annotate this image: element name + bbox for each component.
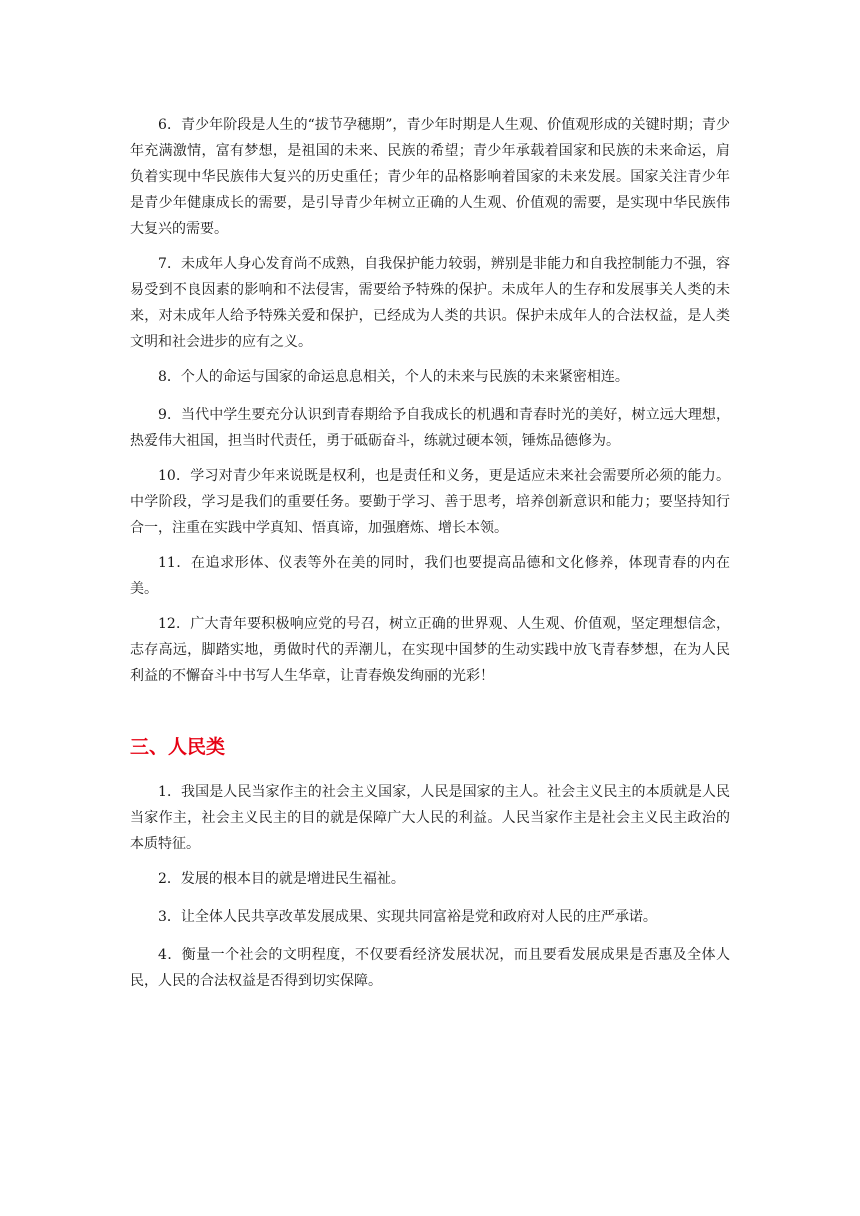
paragraph-item-12: 12．广大青年要积极响应党的号召，树立正确的世界观、人生观、价值观，坚定理想信念，志存高远，脚踏实地，勇做时代的弄潮儿，在实现中国梦的生动实践中放飞青春梦想，在为人民利益的不懈奋斗中书写人生华章，让青春焕发绚丽的光彩！ [130, 616, 730, 684]
paragraph-people-2: 2．发展的根本目的就是增进民生福祉。 [158, 871, 405, 887]
paragraph-item-7: 7．未成年人身心发育尚不成熟，自我保护能力较弱，辨别是非能力和自我控制能力不强，容易受到不良因素的影响和不法侵害，需要给予特殊的保护。未成年人的生存和发展事关人类的未来，对未成年人给予特殊关爱和保护，已经成为人类的共识。保护未成年人的合法权益，是人类文明和社会进步的应有之义。 [130, 256, 730, 350]
section-heading-people: 三、人民类 [130, 736, 226, 758]
paragraph-item-6: 6．青少年阶段是人生的“拔节孕穗期”，青少年时期是人生观、价值观形成的关键时期；青少年充满激情，富有梦想，是祖国的未来、民族的希望；青少年承载着国家和民族的未来命运，肩负着实现中华民族伟大复兴的历史重任；青少年的品格影响着国家的未来发展。国家关注青少年是青少年健康成长的需要，是引导青少年树立正确的人生观、价值观的需要，是实现中华民族伟大复兴的需要。 [130, 117, 730, 237]
paragraph-item-11: 11．在追求形体、仪表等外在美的同时，我们也要提高品德和文化修养，体现青春的内在美。 [130, 555, 730, 597]
paragraph-people-4: 4．衡量一个社会的文明程度，不仅要看经济发展状况，而且要看发展成果是否惠及全体人民，人民的合法权益是否得到切实保障。 [130, 947, 730, 989]
paragraph-people-3: 3．让全体人民共享改革发展成果、实现共同富裕是党和政府对人民的庄严承诺。 [158, 909, 657, 925]
paragraph-item-9: 9．当代中学生要充分认识到青春期给予自我成长的机遇和青春时光的美好，树立远大理想，热爱伟大祖国，担当时代责任，勇于砥砺奋斗，练就过硬本领，锤炼品德修为。 [130, 407, 730, 449]
paragraph-item-10: 10．学习对青少年来说既是权利，也是责任和义务，更是适应未来社会需要所必须的能力。中学阶段，学习是我们的重要任务。要勤于学习、善于思考，培养创新意识和能力；要坚持知行合一，注重在实践中学真知、悟真谛，加强磨炼、增长本领。 [130, 468, 730, 536]
paragraph-item-8: 8．个人的命运与国家的命运息息相关，个人的未来与民族的未来紧密相连。 [158, 369, 629, 385]
document-page [130, 112, 730, 994]
paragraph-people-1: 1．我国是人民当家作主的社会主义国家，人民是国家的主人。社会主义民主的本质就是人民当家作主，社会主义民主的目的就是保障广大人民的利益。人民当家作主是社会主义民主政治的本质特征。 [130, 784, 730, 852]
